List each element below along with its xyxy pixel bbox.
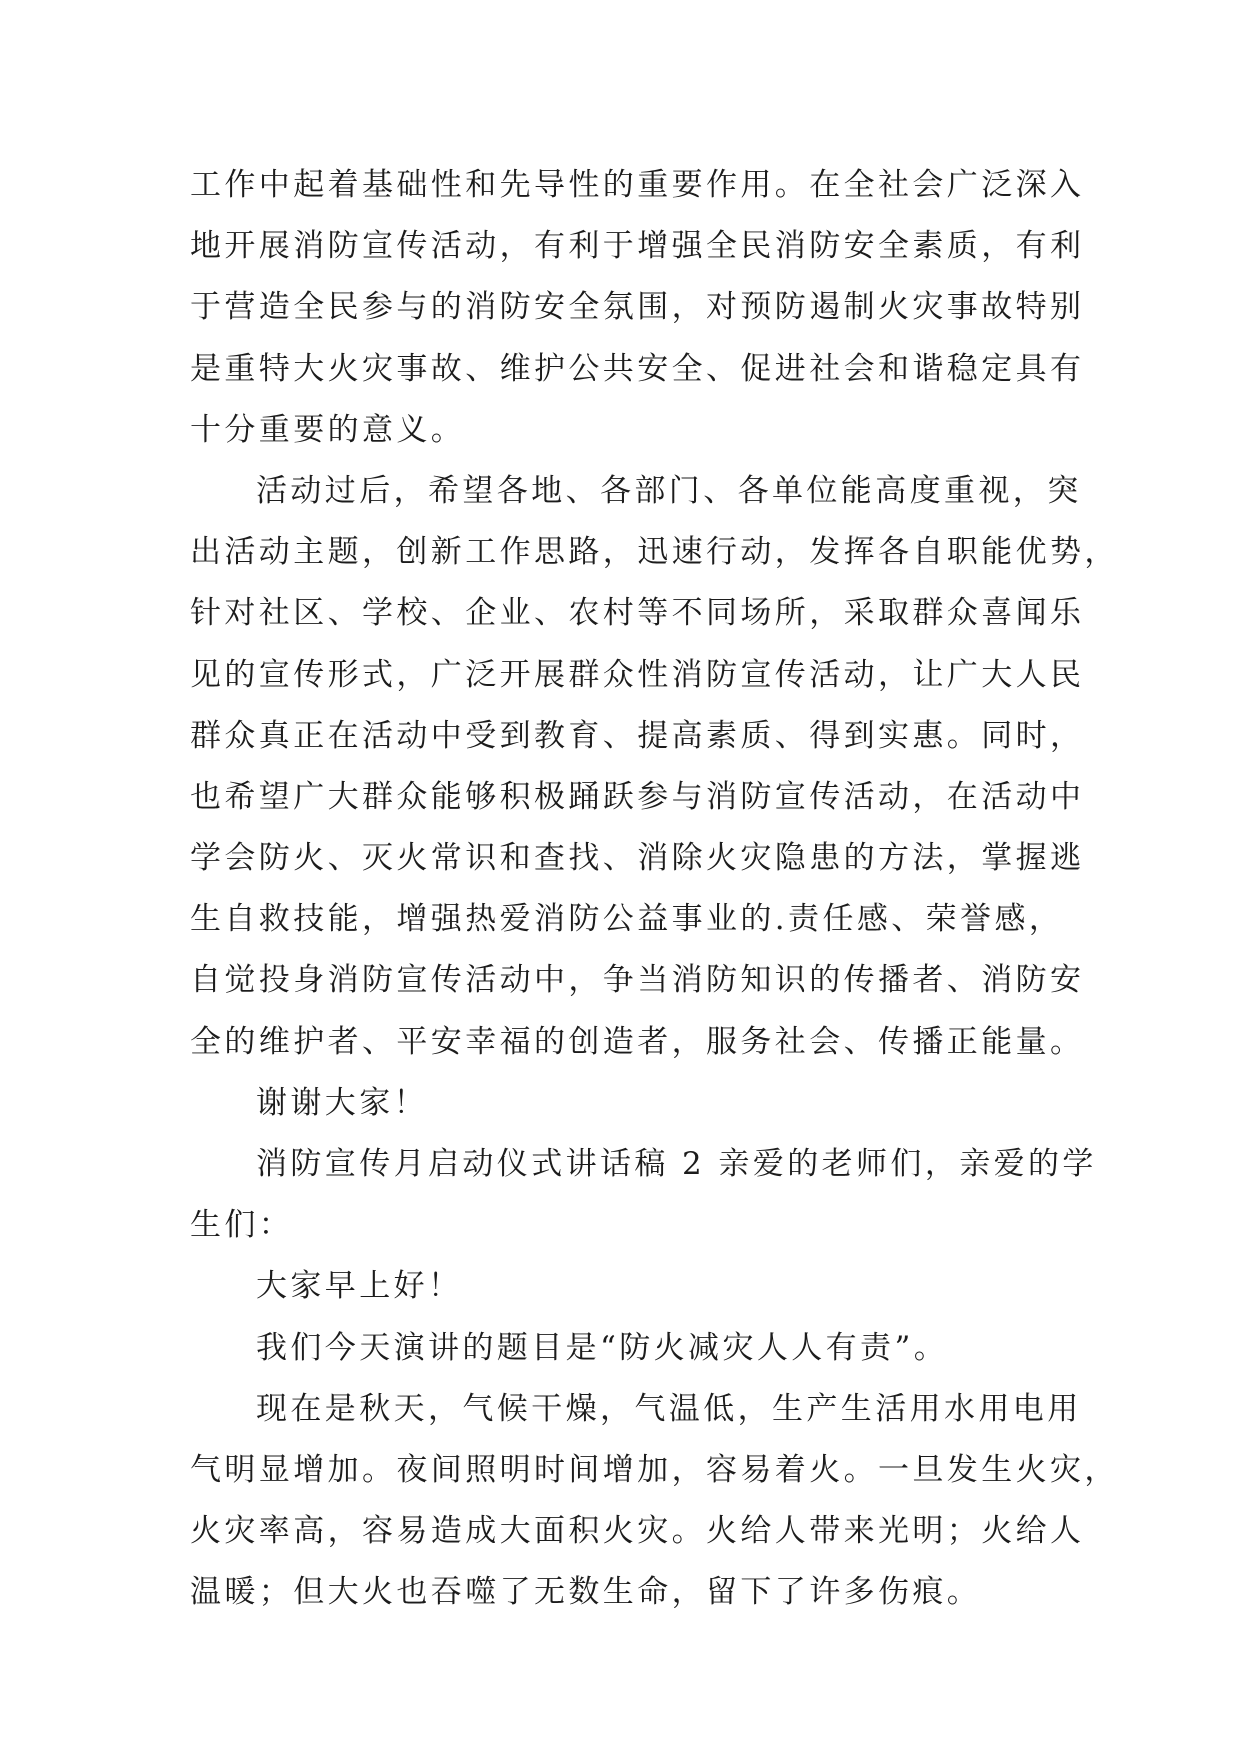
text-line: 我们今天演讲的题目是“防火减灾人人有责”。 — [256, 1329, 949, 1366]
text-line: 地开展消防宣传活动，有利于增强全民消防安全素质，有利 — [190, 228, 1085, 265]
text-line: 现在是秋天，气候干燥，气温低，生产生活用水用电用 — [256, 1390, 1082, 1427]
text-line: 学会防火、灭火常识和查找、消除火灾隐患的方法，掌握逃 — [190, 840, 1085, 877]
text-line: 生自救技能，增强热爱消防公益事业的.责任感、荣誉感， — [190, 901, 1064, 938]
document-body — [190, 155, 1119, 1624]
text-line: 火灾率高，容易造成大面积火灾。火给人带来光明；火给人 — [190, 1513, 1085, 1550]
text-line: 也希望广大群众能够积极踊跃参与消防宣传活动，在活动中 — [190, 778, 1085, 815]
text-line: 温暖；但大火也吞噬了无数生命，留下了许多伤痕。 — [190, 1574, 982, 1611]
text-line: 是重特大火灾事故、维护公共安全、促进社会和谐稳定具有 — [190, 350, 1085, 387]
text-line: 十分重要的意义。 — [190, 411, 466, 448]
text-line: 针对社区、学校、企业、农村等不同场所，采取群众喜闻乐 — [190, 595, 1085, 632]
text-line: 工作中起着基础性和先导性的重要作用。在全社会广泛深入 — [190, 167, 1085, 203]
text-line: 出活动主题，创新工作思路，迅速行动，发挥各自职能优势， — [190, 534, 1119, 571]
text-line: 气明显增加。夜间照明时间增加，容易着火。一旦发生火灾， — [190, 1451, 1119, 1488]
text-line: 群众真正在活动中受到教育、提高素质、得到实惠。同时， — [190, 717, 1085, 754]
text-line: 消防宣传月启动仪式讲话稿 2 亲爱的老师们，亲爱的学 — [256, 1146, 1097, 1182]
text-line: 于营造全民参与的消防安全氛围，对预防遏制火灾事故特别 — [190, 289, 1085, 326]
text-line: 大家早上好！ — [256, 1268, 463, 1305]
text-line: 全的维护者、平安幸福的创造者，服务社会、传播正能量。 — [190, 1023, 1085, 1060]
text-line: 谢谢大家！ — [256, 1084, 428, 1121]
text-line: 见的宣传形式，广泛开展群众性消防宣传活动，让广大人民 — [190, 656, 1085, 693]
text-line: 活动过后，希望各地、各部门、各单位能高度重视，突 — [256, 472, 1082, 509]
text-line: 生们： — [190, 1207, 294, 1244]
text-line: 自觉投身消防宣传活动中，争当消防知识的传播者、消防安 — [190, 962, 1085, 999]
